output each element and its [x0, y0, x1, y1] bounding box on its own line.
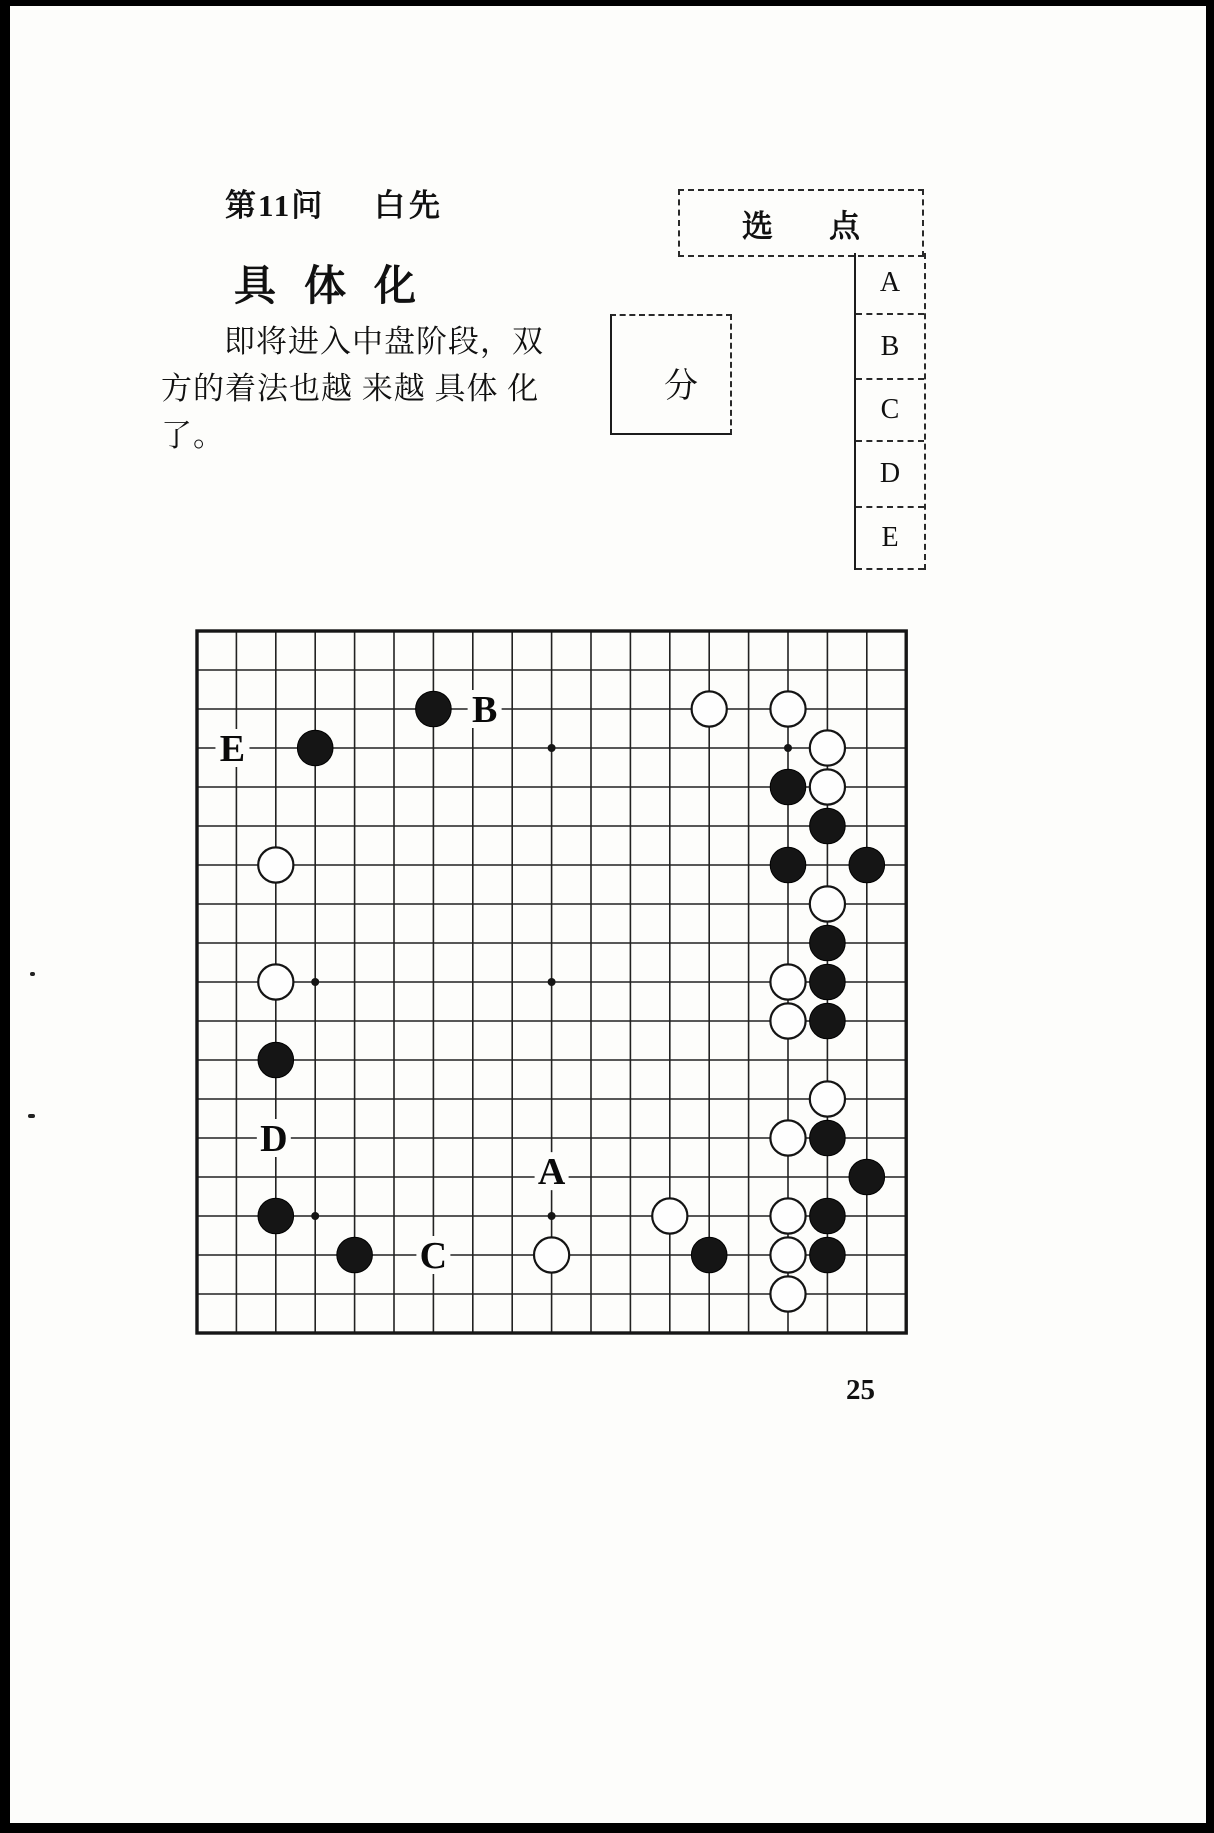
selection-table-header: [678, 189, 924, 257]
selection-header-char-right: 点: [829, 208, 860, 244]
black-stone: [258, 1042, 294, 1078]
star-point: [548, 1212, 556, 1220]
white-stone: [692, 691, 727, 726]
white-stone: [770, 1003, 805, 1038]
paragraph-line: 了。: [161, 418, 225, 453]
black-stone: [810, 808, 846, 844]
paragraph-line: 即将进入中盘阶段，双: [224, 324, 544, 359]
white-stone: [810, 730, 845, 765]
board-label-B: B: [471, 689, 498, 731]
white-stone: [770, 1198, 805, 1233]
white-stone: [770, 964, 805, 999]
option-cell-c: C: [856, 380, 924, 442]
black-stone: [258, 1198, 294, 1234]
black-stone: [810, 964, 846, 1000]
option-cell-a: A: [856, 253, 924, 315]
black-stone: [337, 1237, 373, 1273]
board-label-E: E: [219, 728, 246, 770]
problem-number: 第11问: [225, 188, 325, 223]
scan-speck: [30, 972, 35, 976]
go-board-container: [150, 586, 970, 1396]
star-point: [311, 978, 319, 986]
white-stone: [258, 847, 293, 882]
option-cell-e: E: [856, 508, 924, 570]
scan-speck: [28, 1114, 35, 1118]
option-column: [854, 253, 926, 570]
board-label-D: D: [260, 1118, 288, 1160]
white-stone: [258, 964, 293, 999]
white-stone: [770, 1276, 805, 1311]
turn-indicator: 白先: [374, 188, 444, 223]
black-stone: [691, 1237, 727, 1273]
black-stone: [810, 925, 846, 961]
star-point: [784, 744, 792, 752]
star-point: [548, 978, 556, 986]
black-stone: [849, 847, 885, 883]
black-stone: [810, 1120, 846, 1156]
go-board: [150, 586, 970, 1396]
white-stone: [810, 886, 845, 921]
selection-header-char-left: 选: [742, 208, 773, 244]
white-stone: [770, 1237, 805, 1272]
board-label-C: C: [419, 1235, 448, 1277]
white-stone: [810, 1081, 845, 1116]
board-label-A: A: [537, 1151, 566, 1194]
white-stone: [810, 769, 845, 804]
white-stone: [534, 1237, 569, 1272]
white-stone: [770, 1120, 805, 1155]
option-cell-b: B: [856, 315, 924, 380]
book-page: [10, 6, 1206, 1823]
star-point: [311, 1212, 319, 1220]
paragraph-line: 方的着法也越 来越 具体 化: [161, 371, 540, 406]
black-stone: [849, 1159, 885, 1195]
star-point: [548, 744, 556, 752]
black-stone: [770, 769, 806, 805]
black-stone: [297, 730, 333, 766]
option-cell-d: D: [856, 442, 924, 508]
white-stone: [652, 1198, 687, 1233]
black-stone: [810, 1003, 846, 1039]
black-stone: [810, 1237, 846, 1273]
black-stone: [770, 847, 806, 883]
page-number: 25: [846, 1374, 875, 1406]
score-box: [610, 314, 732, 435]
score-box-label: 分: [664, 368, 698, 405]
black-stone: [416, 691, 452, 727]
white-stone: [770, 691, 805, 726]
section-title: 具体化: [234, 264, 445, 310]
black-stone: [810, 1198, 846, 1234]
